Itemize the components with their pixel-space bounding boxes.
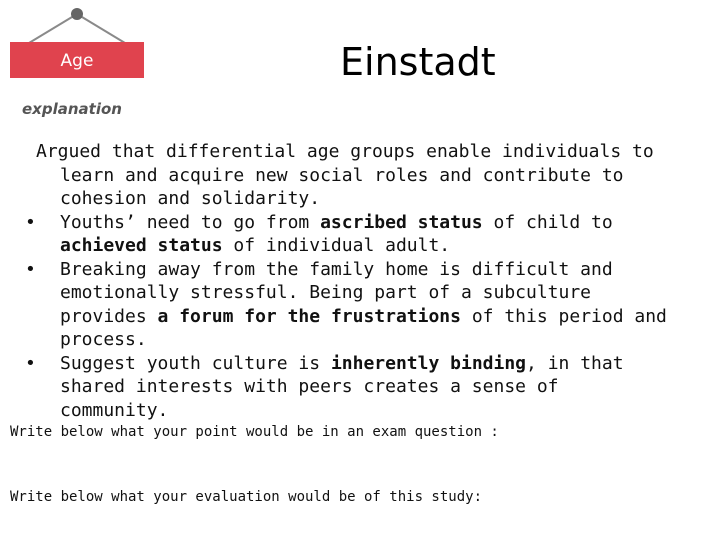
explanation-subheading: explanation bbox=[22, 100, 122, 118]
intro-paragraph: Argued that differential age groups enable individuals to learn and acquire new social roles and contribute to cohesion and solidarity. bbox=[36, 141, 654, 209]
point-prompt: Write below what your point would be in an exam question : bbox=[10, 424, 499, 440]
list-item bbox=[25, 352, 676, 423]
key-term: ascribed status bbox=[320, 211, 483, 233]
sign-label: Age bbox=[60, 51, 94, 71]
bullet: • bbox=[25, 211, 36, 233]
key-term: achieved status bbox=[60, 235, 223, 256]
key-term: inherently binding bbox=[330, 352, 527, 374]
point-text: of this period and process. bbox=[60, 305, 667, 350]
body-text bbox=[25, 140, 676, 422]
point-text: of child to bbox=[482, 211, 613, 233]
point-text: Youths’ need to go from bbox=[60, 211, 321, 233]
evaluation-prompt: Write below what your evaluation would be of this study: bbox=[10, 489, 483, 505]
point-text: of individual adult. bbox=[222, 235, 451, 256]
point-text: Suggest youth culture is bbox=[60, 352, 331, 374]
list-item bbox=[25, 258, 676, 352]
key-term: a forum for the frustrations bbox=[157, 305, 461, 327]
page-title: Einstadt bbox=[340, 40, 496, 84]
point-text: , in that shared interests with peers creates a sense of community. bbox=[60, 352, 624, 421]
point-list bbox=[25, 211, 676, 423]
bullet: • bbox=[25, 258, 36, 280]
point-text: Breaking away from the family home is difficult and emotionally stressful. Being part of a subculture provides bbox=[60, 258, 613, 327]
bullet: • bbox=[25, 352, 36, 374]
list-item bbox=[25, 211, 676, 258]
hanging-sign bbox=[0, 0, 160, 110]
